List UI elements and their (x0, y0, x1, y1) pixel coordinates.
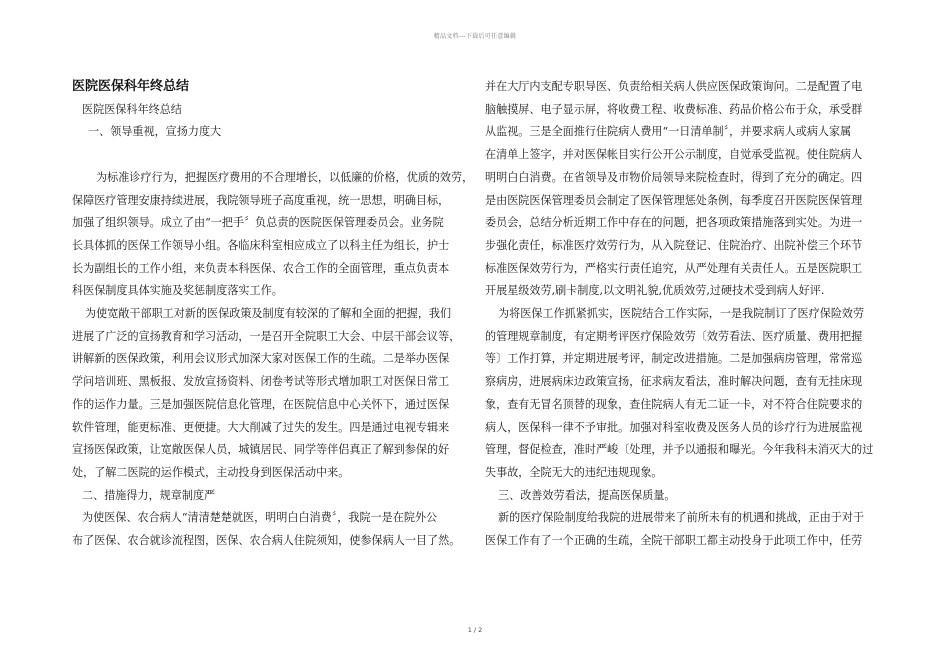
text-line: 的管理规章制度，有定期考评医疗保险效劳〔效劳看法、医疗质量、费用把握 (485, 329, 863, 343)
paragraph-management (485, 303, 885, 485)
text-line: 学问培训班、黑板报、发放宣扬资料、闭卷考试等形式增加职工对医保日常工 (72, 375, 450, 389)
text-line: 加强了组织领导。成立了由“一把手〞负总责的医院医保管理委员会。业务院 (72, 216, 444, 230)
text-line: 察病房，进展病床边政策宣扬，征求病友看法，准时解决问题，查有无挂床现 (485, 375, 863, 389)
text-line: 脑触摸屏、电子显示屏，将收费工程、收费标准、药品价格公布于众，承受群 (485, 102, 863, 116)
paragraph-leadership (72, 167, 474, 303)
text-line: 开展星级效劳,刷卡制度,以文明礼貌,优质效劳,过硬技术受到病人好评. (485, 284, 825, 298)
left-column (72, 76, 474, 553)
text-line: 作的运作力量。三是加强医院信息化管理，在医院信息中心关怀下，通过医保 (72, 397, 450, 411)
section-heading-1: 一、领导重视，宣扬力度大 (88, 125, 222, 139)
text-line: 是由医院医保管理委员会制定了医保管理惩处条例，每季度召开医院医保管理 (485, 193, 863, 207)
text-line: 保障医疗管理安康持续进展，我院领导班子高度重视，统一思想，明确目标， (72, 193, 450, 207)
text-line: 管理，督促检查，准时严峻〔处理，并予以通报和曝光。今年我科未消灭大的过 (485, 443, 874, 457)
text-line: 为使宽敞干部职工对新的医保政策及制度有较深的了解和全面的把握，我们 (85, 307, 452, 321)
text-line: 步强化责任，标准医疗效劳行为，从入院登记、住院治疗、出院补偿三个环节 (485, 238, 863, 252)
text-line: 等〕工作打算，并定期进展考评，制定改进措施。二是加强病房管理，常常巡 (485, 352, 863, 366)
text-line: 在清单上签字，并对医保帐目实行公开公示制度，自觉承受监视。使住院病人 (485, 148, 863, 162)
text-line: 从监视。三是全面推行住院病人费用“一日清单制〞，并要求病人或病人家属 (485, 125, 852, 139)
paragraph-publicity (72, 303, 467, 485)
text-line: 进展了广泛的宣扬教育和学习活动，一是召开全院职工大会、中层干部会议等， (72, 329, 461, 343)
text-line: 软件管理，能更标准、更便捷。大大削减了过失的发生。四是通过电视专辑来 (72, 420, 450, 434)
text-line: 象，查有无冒名顶替的现象，查住院病人有无二证一卡，对不符合住院要求的 (485, 397, 863, 411)
text-line: 病人，医保科一律不予审批。加强对科室收费及医务人员的诊疗行为进展监视 (485, 420, 863, 434)
text-line: 科医保制度具体实施及奖惩制度落实工作。 (72, 284, 283, 298)
text-line: 委员会，总结分析近期工作中存在的问题，把各项政策措施落到实处。为进一 (485, 216, 863, 230)
text-line: 明明白白消费。在省领导及市物价局领导来院检查时，得到了充分的确定。四 (485, 170, 863, 184)
text-line: 失事故，全院无大的违纪违规现象。 (485, 465, 663, 479)
text-line: 宣扬医保政策，让宽敞医保人员，城镇居民、同学等伴侣真正了解到参保的好 (72, 443, 450, 457)
text-line: 并在大厅内支配专职导医、负责给相关病人供应医保政策询问。二是配置了电 (485, 80, 863, 93)
text-line: 医保工作有了一个正确的生疏，全院干部职工都主动投身于此项工作中，任劳 (485, 534, 863, 548)
text-line: 为使医保、农合病人“清清楚楚就医，明明白白消费〞，我院一是在院外公 (82, 511, 438, 525)
text-line: 标准医保效劳行为，严格实行责任追究，从严处理有关责任人。五是医院职工 (485, 261, 863, 275)
document-subtitle: 医院医保科年终总结 (82, 102, 182, 116)
paragraph-measures (72, 507, 467, 552)
text-line: 为标准诊疗行为，把握医疗费用的不合理增长，以低廉的价格，优质的效劳， (96, 170, 474, 184)
right-column (485, 76, 885, 553)
text-line: 讲解新的医保政策，利用会议形式加深大家对医保工作的生疏。二是举办医保 (72, 352, 450, 366)
section-heading-3: 三、改善效劳看法，提高医保质量。 (498, 488, 676, 502)
text-line: 长为副组长的工作小组，来负责本科医保、农合工作的全面管理，重点负责本 (72, 261, 450, 275)
text-line: 布了医保、农合就诊流程图，医保、农合病人住院须知，使参保病人一目了然。 (72, 534, 461, 548)
document-title: 医院医保科年终总结 (72, 79, 190, 94)
paragraph-transparency (485, 76, 885, 303)
text-line: 为将医保工作抓紧抓实，医院结合工作实际，一是我院制订了医疗保险效劳 (498, 307, 865, 321)
header-note: 精品文档---下载后可任意编辑 (433, 33, 517, 40)
paragraph-service (485, 507, 885, 552)
text-line: 处，了解二医院的运作模式，主动投身到医保活动中来。 (72, 465, 350, 479)
text-line: 长具体抓的医保工作领导小组。各临床科室相应成立了以科主任为组长，护士 (72, 238, 450, 252)
text-line: 新的医疗保险制度给我院的进展带来了前所未有的机遇和挑战，正由于对于 (498, 511, 865, 525)
page-number: 1 / 2 (467, 626, 483, 634)
section-heading-2: 二、措施得力，规章制度严 (82, 488, 216, 502)
